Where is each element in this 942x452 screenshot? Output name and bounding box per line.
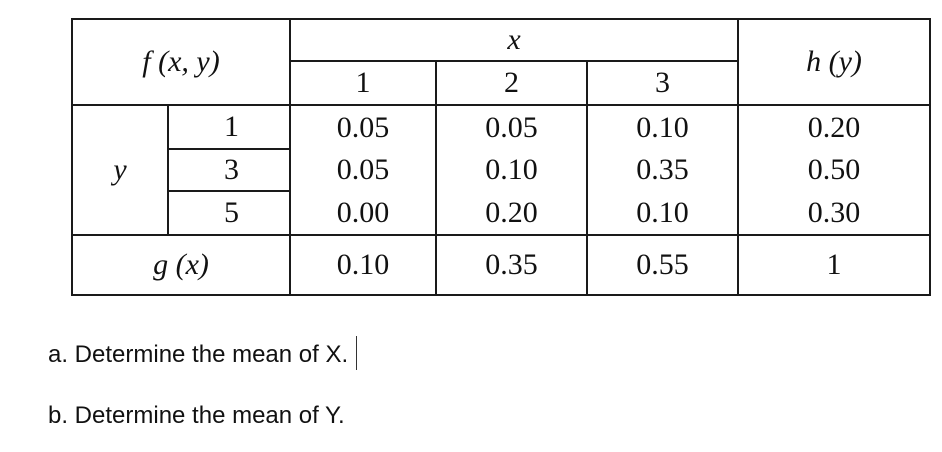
marginal-g-cell: 0.55 <box>587 235 738 295</box>
table-cell: 0.10 <box>587 191 738 235</box>
text-cursor <box>356 336 357 370</box>
table-cell: 0.35 <box>587 149 738 191</box>
x-value-header: 1 <box>290 61 436 105</box>
question-a[interactable] <box>48 336 357 370</box>
marginal-h-cell: 0.50 <box>738 149 930 191</box>
question-a-text: a. Determine the mean of X. <box>48 341 349 368</box>
marginal-g-cell: 0.35 <box>436 235 587 295</box>
x-variable-header: x <box>290 19 738 61</box>
marginal-h-header: h (y) <box>738 19 930 105</box>
table-cell: 0.05 <box>436 105 587 149</box>
table-cell: 0.05 <box>290 105 436 149</box>
y-value-label: 3 <box>168 149 290 191</box>
table-cell: 0.00 <box>290 191 436 235</box>
marginal-h-cell: 0.20 <box>738 105 930 149</box>
y-value-label: 1 <box>168 105 290 149</box>
question-b-text: b. Determine the mean of Y. <box>48 402 345 429</box>
marginal-g-cell: 0.10 <box>290 235 436 295</box>
y-value-label: 5 <box>168 191 290 235</box>
table-cell: 0.05 <box>290 149 436 191</box>
question-b[interactable] <box>48 402 345 430</box>
joint-probability-table <box>71 18 931 296</box>
x-value-header: 3 <box>587 61 738 105</box>
corner-label-fxy: f (x, y) <box>72 19 290 105</box>
table-cell: 0.10 <box>436 149 587 191</box>
total-cell: 1 <box>738 235 930 295</box>
y-variable-label: y <box>72 105 168 235</box>
table-cell: 0.20 <box>436 191 587 235</box>
marginal-h-cell: 0.30 <box>738 191 930 235</box>
x-value-header: 2 <box>436 61 587 105</box>
table-cell: 0.10 <box>587 105 738 149</box>
marginal-g-label: g (x) <box>72 235 290 295</box>
